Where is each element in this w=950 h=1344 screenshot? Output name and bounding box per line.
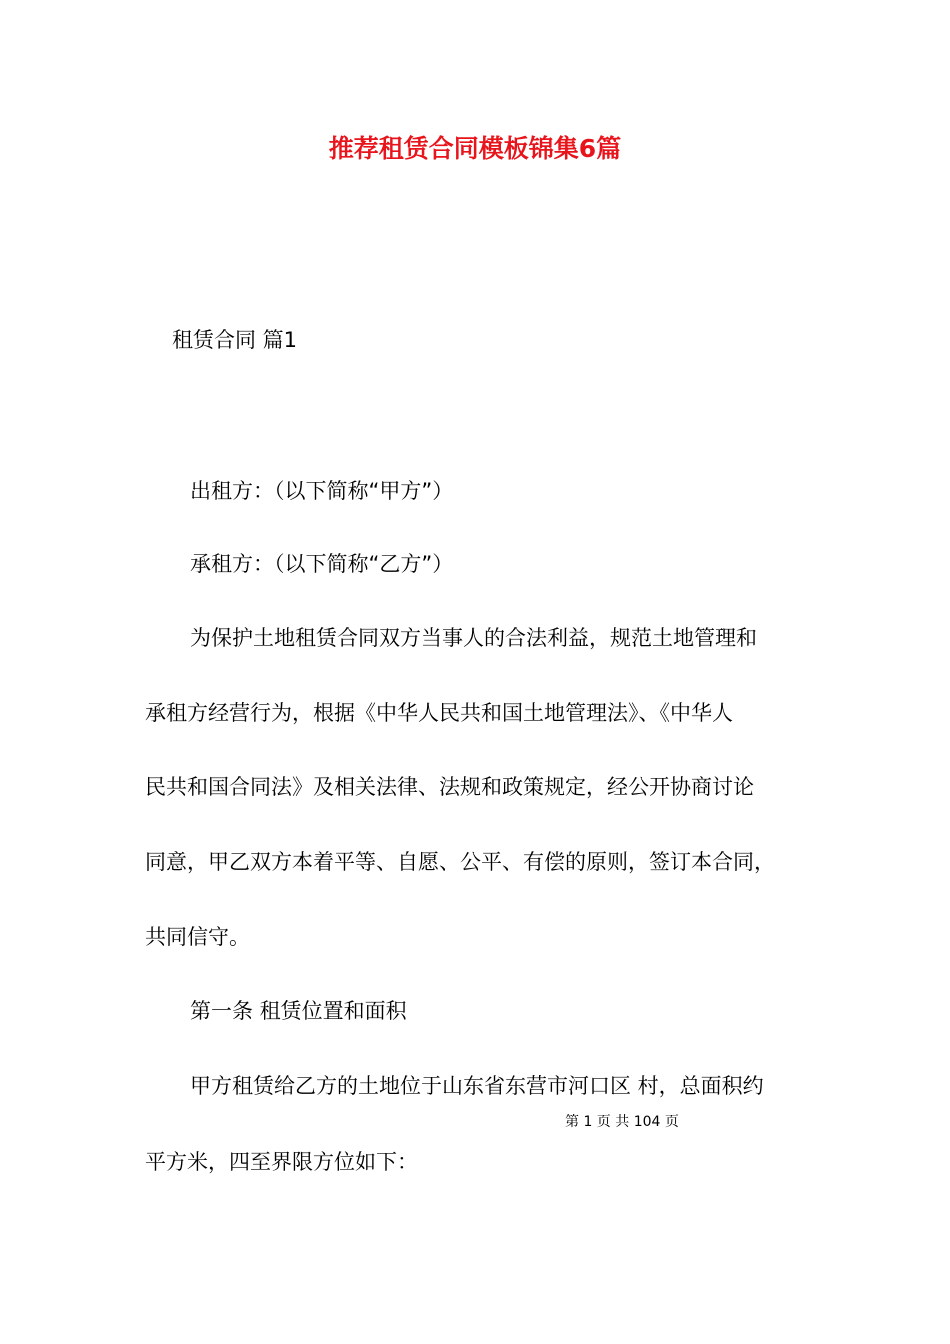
paragraph-line: 甲方租赁给乙方的土地位于山东省东营市河口区 村，总面积约 bbox=[190, 1074, 764, 1098]
document-title: 推荐租赁合同模板锦集6篇 bbox=[328, 134, 622, 163]
paragraph-line: 承租方经营行为，根据《中华人民共和国土地管理法》、《中华人 bbox=[145, 701, 733, 725]
paragraph-line: 民共和国合同法》及相关法律、法规和政策规定，经公开协商讨论 bbox=[145, 775, 754, 799]
paragraph-line: 为保护土地租赁合同双方当事人的合法利益，规范土地管理和 bbox=[190, 626, 757, 650]
page-footer: 第 1 页 共 104 页 bbox=[565, 1114, 679, 1130]
paragraph-line: 平方米，四至界限方位如下： bbox=[145, 1150, 418, 1174]
article-heading: 第一条 租赁位置和面积 bbox=[190, 999, 407, 1023]
lessee-line: 承租方：（以下简称“乙方”） bbox=[190, 552, 454, 576]
section-heading: 租赁合同 篇1 bbox=[172, 328, 298, 352]
lessor-line: 出租方：（以下简称“甲方”） bbox=[190, 479, 454, 503]
paragraph-line: 共同信守。 bbox=[145, 925, 250, 949]
paragraph-line: 同意，甲乙双方本着平等、自愿、公平、有偿的原则，签订本合同， bbox=[145, 850, 775, 874]
